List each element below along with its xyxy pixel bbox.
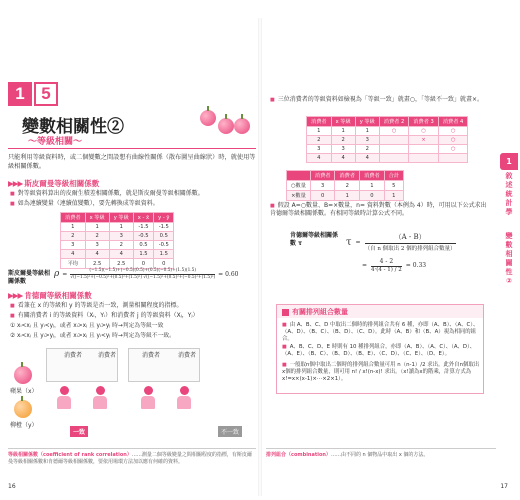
rank-table-cell: 4 <box>61 250 86 259</box>
footnote-right-term: 排列組合（combination） <box>266 452 331 458</box>
consumer-label-2: 消費者 <box>98 352 117 359</box>
consistency-table-cell: ○ <box>438 145 468 154</box>
chapter-digit-1: 1 <box>8 82 32 106</box>
consistency-table-cell: ○ <box>379 127 409 136</box>
count-table-row <box>287 191 404 201</box>
rank-table-header-cell: 消費者 <box>61 213 86 223</box>
consistency-table-cell: 1 <box>307 127 332 136</box>
rank-table-cell: 0.5 <box>133 241 153 250</box>
info-item-2: ■ A、B、C、D、E 時則有 10 種排列組合，亦即（A、B）、（A、C）、（A、D）、（A、E）、（B、C）、（B、D）、（B、E）、（C、D）、（C、E）、（D、E）。 <box>282 344 480 358</box>
consistency-table-header-cell: 消費者 3 <box>409 117 439 127</box>
consistency-table-cell: 1 <box>355 127 379 136</box>
person-icon-4 <box>176 386 192 410</box>
count-table-cell: ×數量 <box>287 191 311 201</box>
section-heading-spearman: ▶▶▶ 斯皮爾曼等級相關係數 <box>8 179 100 188</box>
rank-table-cell: -0.5 <box>154 241 174 250</box>
book-gutter <box>258 18 262 496</box>
left-page <box>8 18 256 496</box>
kendall-calc-denominator: 4·(4 - 1) / 2 <box>371 267 402 273</box>
spearman-formula: ρ = (−1.5)(−1.5)+(−0.5)(0.5)+(0.5)(−0.5)+(1.5)(1.5) √((−1.5)²+(−0.5)²+(0.5)²+(1.5)²) √((−1.5)²+(0.5)²+(−0.5)²+(1.5)²) = 0.60 <box>54 268 239 280</box>
footnote-left-term: 等級相關係數（coefficient of rank correlation） <box>8 452 132 458</box>
section-heading-spearman-text: 斯皮爾曼等級相關係數 <box>24 179 100 188</box>
consistency-table-row <box>307 136 468 145</box>
apple-icon <box>200 110 216 126</box>
count-table-cell: 1 <box>335 191 360 201</box>
count-table-header-cell: 合計 <box>384 171 403 181</box>
apple-icon-3 <box>234 118 250 134</box>
right-page <box>266 18 512 496</box>
consistency-table-cell: 3 <box>307 145 332 154</box>
side-tab-text-1: 敘述統計學 <box>505 172 513 216</box>
bullet-spearman-2: ■ 如為連續變量（連續值變數），要先轉換成等級資料。 <box>10 200 254 208</box>
consistency-table-cell <box>438 154 468 163</box>
rank-table-cell: 1 <box>109 223 133 232</box>
consistency-table-cell: ○ <box>409 127 439 136</box>
section-heading-kendall: ▶▶▶ 肯德爾等級相關係數 <box>8 291 92 300</box>
person-icon-1 <box>56 386 72 410</box>
page-number-left: 16 <box>8 483 16 490</box>
chart-icon <box>282 309 289 316</box>
consumer-label-4: 消費者 <box>178 352 197 359</box>
count-table-cell: 3 <box>310 181 335 191</box>
consistency-table-cell: 2 <box>331 136 355 145</box>
footnote-left-text: ……測量二個等級變量之間相關程度的指標，有斯皮爾曼等級相關係數和肯德爾等級相關係數，要依用場環方法加以應有何確的資料。 <box>8 452 252 465</box>
bullet-kendall-formula: ■ 假設 A=○數量、B=×數量，n= 資料對數（本例為 4）時，可用以下公式求出肯德爾等級相關係數。有相同等級時計算公式不同。 <box>270 202 490 218</box>
count-table-row <box>287 181 404 191</box>
rank-table-cell: 0 <box>133 259 153 269</box>
info-box-title-text: 有關排列組合數量 <box>292 308 348 316</box>
side-tab-text-2: 變數相關性② <box>505 232 513 285</box>
info-item-3: ■ 一般取n個中取出二個時的排列組合數量可用 n（n-1）/2 求出。此外自n個取出x個的排列組合數量，則可用 n! / x!(n-x)! 求出。（x!讀為x的階乘，計算方式為 x!=x×(x-1)×⋯×2×1）。 <box>282 362 480 383</box>
chapter-number <box>8 82 58 106</box>
disagree-badge: 不一致 <box>218 426 242 437</box>
apple-icon-fig <box>14 366 32 384</box>
count-table-header-cell: 消費者 <box>335 171 360 181</box>
rank-table-cell: 0.5 <box>154 232 174 241</box>
rank-table-cell: 3 <box>85 241 109 250</box>
rank-table-cell: -1.5 <box>154 223 174 232</box>
person-icon-3 <box>140 386 156 410</box>
chapter-side-tab: 1 <box>500 153 518 170</box>
kendall-label: 肯德爾等級相關係數 τ <box>290 232 339 247</box>
kendall-calc-numerator: 4 - 2 <box>371 258 402 267</box>
consistency-table <box>306 116 468 163</box>
consistency-table-cell <box>379 154 409 163</box>
count-table-header-cell: 消費者 <box>310 171 335 181</box>
kendall-denominator: （自 n 個取出 2 個的排列組合數量） <box>364 246 456 252</box>
consistency-table-cell: 1 <box>331 127 355 136</box>
agree-badge: 一致 <box>70 426 88 437</box>
orange-label: 柳橙（y） <box>10 422 38 429</box>
consistency-table-cell: 2 <box>355 145 379 154</box>
rank-table-cell: 2.5 <box>85 259 109 269</box>
consistency-table-cell: ○ <box>438 136 468 145</box>
consistency-table-cell: 4 <box>331 154 355 163</box>
consistency-table-cell: 3 <box>355 136 379 145</box>
title-divider <box>8 148 256 149</box>
count-table-cell: 0 <box>360 191 385 201</box>
rank-table-cell: 1 <box>85 223 109 232</box>
right-intro: ■ 三位消費者的等級資料如檢視為「等級一致」就畫○，「等級不一致」就畫×。 <box>270 96 490 104</box>
bullet-kendall-2: ■ 有關消費者 i 的等級資料（Xᵢ，Yᵢ）和消費者 j 的等級資料（Xⱼ，Yⱼ） <box>10 312 254 320</box>
rank-table-cell: 4 <box>109 250 133 259</box>
consistency-table-row <box>307 127 468 136</box>
person-icon-2 <box>92 386 108 410</box>
footnote-right <box>266 452 496 459</box>
rank-table-header-cell: x 等級 <box>85 213 109 223</box>
count-table-cell: 0 <box>310 191 335 201</box>
page-number-right: 17 <box>500 483 508 490</box>
count-table-cell: ○數量 <box>287 181 311 191</box>
count-table-cell: 5 <box>384 181 403 191</box>
consistency-table-row <box>307 154 468 163</box>
count-table-cell: 2 <box>335 181 360 191</box>
rank-table-cell: 2 <box>61 232 86 241</box>
consistency-table-header-cell: x 等級 <box>331 117 355 127</box>
consistency-table-cell <box>379 136 409 145</box>
rank-table-cell: 1.5 <box>154 250 174 259</box>
rank-table-row <box>61 259 174 269</box>
consistency-table-header-cell: 消費者 2 <box>379 117 409 127</box>
consistency-table-cell <box>409 154 439 163</box>
kendall-item-1: ① xᵢ<xⱼ 且 yᵢ<yⱼ，或者 xᵢ>xⱼ 且 yᵢ>yⱼ 時→判定為等級一致 <box>10 323 164 329</box>
spearman-label: 斯皮爾曼等級相關係數 <box>8 270 51 285</box>
count-table-cell: 1 <box>360 181 385 191</box>
rank-table-cell: 1.5 <box>133 250 153 259</box>
rank-table-cell: -0.5 <box>133 232 153 241</box>
rank-table-cell: 2 <box>109 241 133 250</box>
rank-table-header-cell: y 等級 <box>109 213 133 223</box>
consistency-table-header-cell: 消費者 <box>307 117 332 127</box>
intro-paragraph: 只能利用等級資料時，或二個變數之間設想有曲線性關係（散布圖呈曲線狀）時，就使用等級相關係數。 <box>8 154 256 170</box>
rank-table-cell: 1 <box>61 223 86 232</box>
info-box-title <box>282 307 348 317</box>
footnote-right-text: ……由不同的 n 個物品中取出 x 個的方法。 <box>330 452 429 458</box>
apple-icon-2 <box>218 118 234 134</box>
rank-table-header-cell: x - x̄ <box>133 213 153 223</box>
bullet-kendall-1: ■ 看兼在 x 的等級和 y 的等級是否一致，測量相關程度的指標。 <box>10 302 254 310</box>
footnote-divider-right <box>266 448 496 449</box>
section-heading-kendall-text: 肯德爾等級相關係數 <box>24 291 92 300</box>
consistency-table-cell: × <box>409 136 439 145</box>
kendall-formula: τ = （A - B） （自 n 個取出 2 個的排列組合數量） <box>346 233 456 252</box>
rank-table-cell: 2.5 <box>109 259 133 269</box>
rank-table-row <box>61 241 174 250</box>
count-table-cell: 1 <box>384 191 403 201</box>
rank-table-cell: 4 <box>85 250 109 259</box>
consistency-table-cell: 3 <box>331 145 355 154</box>
rank-table <box>60 212 174 269</box>
kendall-calculation: = $\frac{4 - 2}{4\cdot(4 - 1) / 2}$ = 0.33 <box>362 258 427 273</box>
rank-table-row <box>61 223 174 232</box>
count-table-header-cell: 消費者 <box>360 171 385 181</box>
consistency-table-cell: 4 <box>355 154 379 163</box>
rank-table-cell: -1.5 <box>133 223 153 232</box>
rank-table-cell: 3 <box>109 232 133 241</box>
count-table <box>286 170 404 201</box>
orange-icon-fig <box>14 400 32 418</box>
consistency-table-cell <box>379 145 409 154</box>
footnote-divider <box>8 448 256 449</box>
rank-table-cell: 平均 <box>61 259 86 269</box>
footnote-left <box>8 452 256 466</box>
consistency-table-row <box>307 145 468 154</box>
consistency-table-cell: 2 <box>307 136 332 145</box>
consistency-table-cell: ○ <box>438 127 468 136</box>
rank-table-header-cell: y - ȳ <box>154 213 174 223</box>
consumer-label-3: 消費者 <box>142 352 161 359</box>
rank-table-cell: 3 <box>61 241 86 250</box>
page-title: 變數相關性② <box>22 117 124 136</box>
info-item-1: ■ 由 A、B、C、D 中取出二個時的排列組合共有 6 種，亦即（A、B）、（A、C）、（A、D）、（B、C）、（B、D）、（C、D）。此時（A、B）和（B、A）視為相同的組合。 <box>282 322 480 343</box>
consumer-label-1: 消費者 <box>64 352 83 359</box>
consistency-table-header-cell: 消費者 4 <box>438 117 468 127</box>
kendall-numerator: （A - B） <box>365 232 456 244</box>
count-table-header-cell <box>287 171 311 181</box>
consistency-table-header-cell: y 等級 <box>355 117 379 127</box>
chapter-digit-2: 5 <box>34 82 58 106</box>
kendall-result: = 0.33 <box>405 262 427 269</box>
bullet-spearman-1: ■ 對等級資料算出的皮爾生積差相關係數，就是斯皮爾曼等級相關係數。 <box>10 190 254 198</box>
consistency-table-cell: 4 <box>307 154 332 163</box>
apple-label: 蘋果（x） <box>10 388 38 395</box>
rank-table-cell: 0 <box>154 259 174 269</box>
kendall-item-2: ② xᵢ<xⱼ 且 yᵢ>yⱼ，或者 xᵢ>xⱼ 且 yᵢ<yⱼ 時→判定為等級不一致。 <box>10 333 175 339</box>
page-subtitle: 〜等級相關〜 <box>28 137 83 147</box>
rank-table-row <box>61 232 174 241</box>
consumer-figure <box>8 344 256 442</box>
rank-table-cell: 2 <box>85 232 109 241</box>
rank-table-row <box>61 250 174 259</box>
consistency-table-cell <box>409 145 439 154</box>
